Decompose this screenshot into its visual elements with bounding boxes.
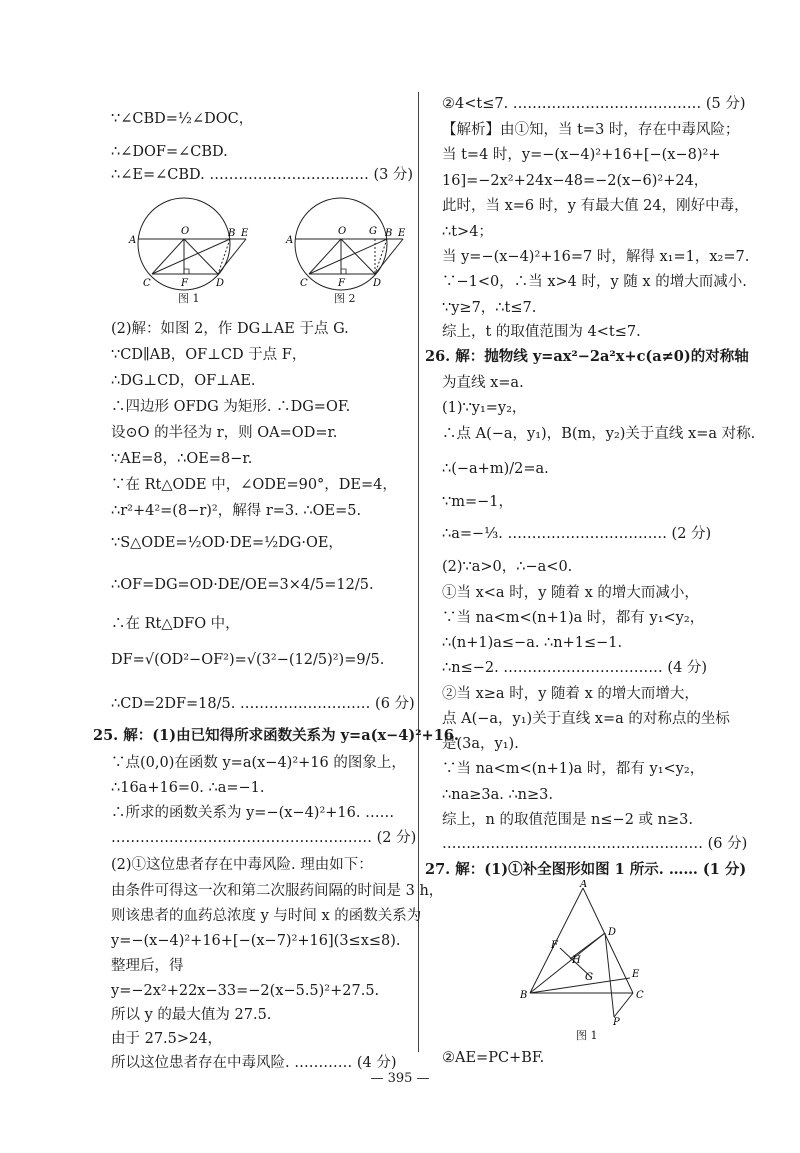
text-line: ∴(−a+m)/2=a.: [442, 461, 549, 477]
question-25-line: 25. 解：(1)由已知得所求函数关系为 y=a(x−4)²+16.: [93, 727, 459, 744]
text-line: 整理后，得: [111, 958, 184, 974]
svg-text:B: B: [520, 990, 528, 1001]
text-line: ∵S△ODE=½OD·DE=½DG·OE，: [111, 535, 343, 551]
svg-text:C: C: [636, 990, 644, 1001]
svg-text:A: A: [286, 235, 294, 246]
svg-text:B: B: [385, 228, 393, 239]
text-line: ∴na≥3a. ∴n≥3.: [442, 787, 553, 803]
svg-text:P: P: [613, 1017, 620, 1025]
text-line: ∵CD∥AB，OF⊥CD 于点 F，: [111, 347, 307, 363]
svg-text:C: C: [143, 278, 151, 289]
text-line: ……………………………………………… (6 分): [442, 836, 748, 852]
text-line: ∴OF=DG=OD·DE/OE=3×4/5=12/5.: [111, 577, 374, 593]
text-line: ∵∠CBD=½∠DOC，: [111, 111, 254, 127]
svg-text:E: E: [241, 228, 249, 239]
text-line: 此时，当 x=6 时，y 有最大值 24，刚好中毒，: [442, 198, 749, 214]
svg-text:A: A: [580, 880, 588, 890]
text-line: (2)∵a>0，∴−a<0.: [442, 559, 573, 575]
text-line: ∴n≤−2. …………………………… (4 分): [442, 660, 708, 676]
svg-text:E: E: [398, 228, 406, 239]
svg-text:G: G: [585, 972, 593, 983]
text-line: (2)解：如图 2，作 DG⊥AE 于点 G.: [111, 321, 349, 337]
text-line: 当 t=4 时，y=−(x−4)²+16+[−(x−8)²+: [442, 147, 721, 163]
text-line: ∵y≥7，∴t≤7.: [442, 300, 537, 316]
text-line: ∵m=−1，: [442, 494, 513, 510]
svg-text:C: C: [300, 278, 308, 289]
figure-2-caption: 图 2: [334, 292, 356, 305]
text-line: 综上，n 的取值范围是 n≤−2 或 n≥3.: [442, 812, 693, 828]
text-line: 所以这位患者存在中毒风险. ………… (4 分): [111, 1055, 397, 1071]
text-line: ∴DG⊥CD，OF⊥AE.: [111, 373, 256, 389]
svg-text:O: O: [338, 226, 347, 237]
svg-text:A: A: [129, 235, 137, 246]
svg-text:E: E: [632, 969, 640, 980]
text-line: ∵当 na<m<(n+1)a 时，都有 y₁<y₂，: [442, 610, 705, 626]
triangle-figure: [520, 880, 650, 1025]
question-26-line: 26. 解：抛物线 y=ax²−2a²x+c(a≠0)的对称轴: [425, 348, 749, 365]
text-line: ∵点(0,0)在函数 y=a(x−4)²+16 的图象上，: [111, 755, 406, 771]
text-line: ∴16a+16=0. ∴a=−1.: [111, 780, 265, 796]
text-line: ②AE=PC+BF.: [442, 1050, 545, 1066]
svg-text:D: D: [608, 927, 617, 938]
svg-text:F: F: [181, 278, 188, 289]
text-line: ∵在 Rt△ODE 中，∠ODE=90°，DE=4，: [111, 477, 397, 493]
svg-text:F: F: [338, 278, 345, 289]
page-number: — 395 —: [370, 1071, 430, 1086]
text-line: ②当 x≥a 时，y 随着 x 的增大而增大，: [442, 686, 699, 702]
svg-text:O: O: [181, 226, 190, 237]
text-line: ∵当 na<m<(n+1)a 时，都有 y₁<y₂，: [442, 761, 705, 777]
text-line: ∴所求的函数关系为 y=−(x−4)²+16. ……: [111, 805, 395, 821]
text-line: 点 A(−a，y₁)关于直线 x=a 的对称点的坐标: [442, 711, 730, 727]
text-line: ∵AE=8，∴OE=8−r.: [111, 451, 253, 467]
text-line: ∴∠E=∠CBD. …………………………… (3 分): [111, 167, 414, 183]
text-line: ∴a=−⅓. …………………………… (2 分): [442, 526, 712, 542]
text-line: 为直线 x=a.: [442, 375, 524, 391]
text-line: ∴点 A(−a，y₁)，B(m，y₂)关于直线 x=a 对称.: [442, 426, 756, 442]
text-line: y=−2x²+22x−33=−2(x−5.5)²+27.5.: [111, 983, 380, 999]
text-line: ∴在 Rt△DFO 中，: [111, 616, 240, 632]
figure-1-caption: 图 1: [178, 292, 200, 305]
circle-figure-1: [128, 192, 258, 292]
text-line: (2)①这位患者存在中毒风险. 理由如下：: [111, 857, 373, 873]
text-line: 【解析】由①知，当 t=3 时，存在中毒风险；: [442, 122, 740, 138]
text-line: ∴(n+1)a≤−a. ∴n+1≤−1.: [442, 635, 623, 651]
text-line: ②4<t≤7. ………………………………… (5 分): [442, 96, 746, 112]
svg-text:B: B: [228, 228, 236, 239]
text-line: 所以 y 的最大值为 27.5.: [111, 1007, 272, 1023]
text-line: ∴t>4；: [442, 224, 493, 240]
text-line: 由条件可得这一次和第二次服药间隔的时间是 3 h，: [111, 883, 444, 899]
svg-text:F: F: [551, 940, 558, 951]
svg-text:D: D: [216, 278, 225, 289]
text-line: 16]=−2x²+24x−48=−2(x−6)²+24，: [442, 173, 709, 189]
text-line: y=−(x−4)²+16+[−(x−7)²+16](3≤x≤8).: [111, 933, 401, 949]
text-line: (1)∵y₁=y₂，: [442, 400, 527, 416]
text-line: ∴∠DOF=∠CBD.: [111, 144, 228, 160]
text-line: 设⊙O 的半径为 r，则 OA=OD=r.: [111, 425, 338, 441]
question-27-line: 27. 解：(1)①补全图形如图 1 所示. …… (1 分): [425, 861, 747, 878]
svg-text:H: H: [572, 955, 581, 966]
text-line: 是(3a，y₁).: [442, 736, 519, 752]
svg-text:D: D: [373, 278, 382, 289]
figure-caption: 图 1: [576, 1029, 598, 1042]
text-line: DF=√(OD²−OF²)=√(3²−(12/5)²)=9/5.: [111, 652, 385, 668]
text-line: ∴四边形 OFDG 为矩形. ∴DG=OF.: [111, 399, 351, 415]
text-line: ……………………………………………… (2 分): [111, 830, 417, 846]
text-line: ∴CD=2DF=18/5. ……………………… (6 分): [111, 696, 415, 712]
text-line: ∴r²+4²=(8−r)²，解得 r=3. ∴OE=5.: [111, 503, 362, 519]
text-line: ①当 x<a 时，y 随着 x 的增大而减小，: [442, 585, 699, 601]
text-line: 由于 27.5>24，: [111, 1031, 222, 1047]
circle-figure-2: [285, 192, 415, 292]
text-line: 综上，t 的取值范围为 4<t≤7.: [442, 324, 641, 340]
svg-text:G: G: [369, 226, 377, 237]
text-line: ∵−1<0，∴当 x>4 时，y 随 x 的增大而减小.: [442, 274, 747, 290]
text-line: 当 y=−(x−4)²+16=7 时，解得 x₁=1，x₂=7.: [442, 249, 750, 265]
text-line: 则该患者的血药总浓度 y 与时间 x 的函数关系为: [111, 908, 422, 924]
